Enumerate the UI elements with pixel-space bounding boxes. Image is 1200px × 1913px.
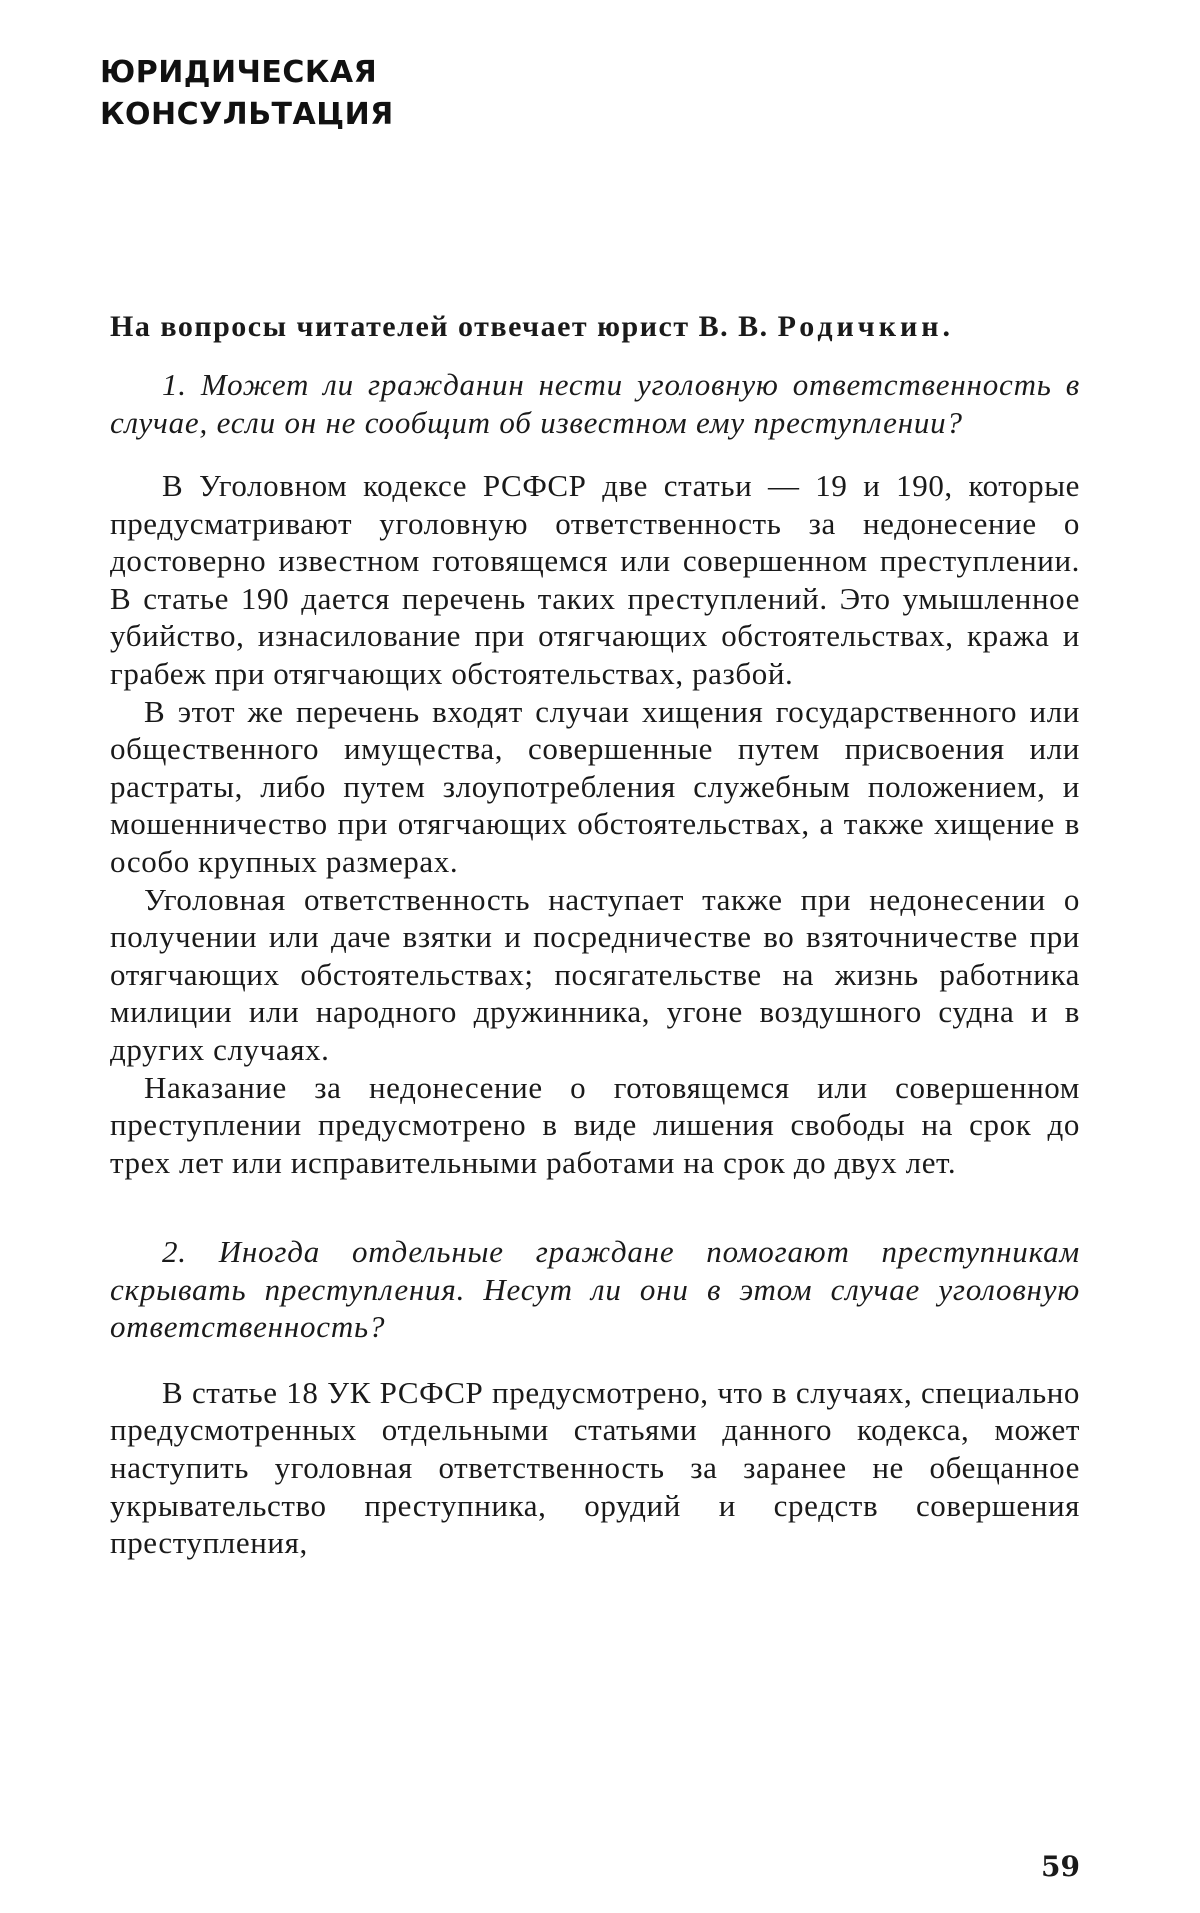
- answer-1-paragraph-1: В Уголовном кодексе РСФСР две статьи — 19 и 190, которые предусматривают уголовную ответственность за недонесение о достоверно известном готовящемся или совершенном преступлении. В статье 190 дается перечень таких преступлений. Это умышленное убийство, изнасилование при отягчающих обстоятельствах, кража и грабеж при отягчающих обстоятельствах, разбой.: [110, 468, 1080, 691]
- answer-2-paragraph-1: В статье 18 УК РСФСР предусмотрено, что в случаях, специально предусмотренных отдельными статьями данного кодекса, может наступить уголовная ответственность за заранее не обещанное укрывательство преступника, орудий и средств совершения преступления,: [110, 1374, 1080, 1561]
- question-2: 2. Иногда отдельные граждане помогают преступникам скрывать преступления. Несут ли они в этом случае уголовную ответственность?: [110, 1234, 1080, 1345]
- lawyer-name: Родичкин.: [777, 310, 955, 343]
- section-title-line-1: ЮРИДИЧЕСКАЯ: [100, 55, 378, 90]
- article-body: [110, 308, 1080, 1562]
- answer-1-paragraph-3: Уголовная ответственность наступает также при недонесении о получении или даче взятки и посредничестве во взяточничестве при отягчающих обстоятельствах; посягательстве на жизнь работника милиции или народного дружинника, угоне воздушного судна и в других случаях.: [110, 881, 1080, 1067]
- section-title-line-2: КОНСУЛЬТАЦИЯ: [100, 97, 394, 132]
- intro-paragraph: [110, 308, 1080, 346]
- page-number: 59: [1041, 1850, 1080, 1883]
- intro-text: На вопросы читателей отвечает юрист В. В.: [110, 310, 769, 343]
- answer-1-paragraph-2: В этот же перечень входят случаи хищения государственного или общественного имущества, совершенные путем присвоения или растраты, либо путем злоупотребления служебным положением, и мошенничество при отягчающих обстоятельствах, а также хищение в особо крупных размерах.: [110, 693, 1080, 879]
- section-title: [100, 52, 394, 136]
- question-1: 1. Может ли гражданин нести уголовную ответственность в случае, если он не сообщит об известном ему преступлении?: [110, 367, 1080, 440]
- answer-1-paragraph-4: Наказание за недонесение о готовящемся или совершенном преступлении предусмотрено в виде лишения свободы на срок до трех лет или исправительными работами на срок до двух лет.: [110, 1069, 1080, 1180]
